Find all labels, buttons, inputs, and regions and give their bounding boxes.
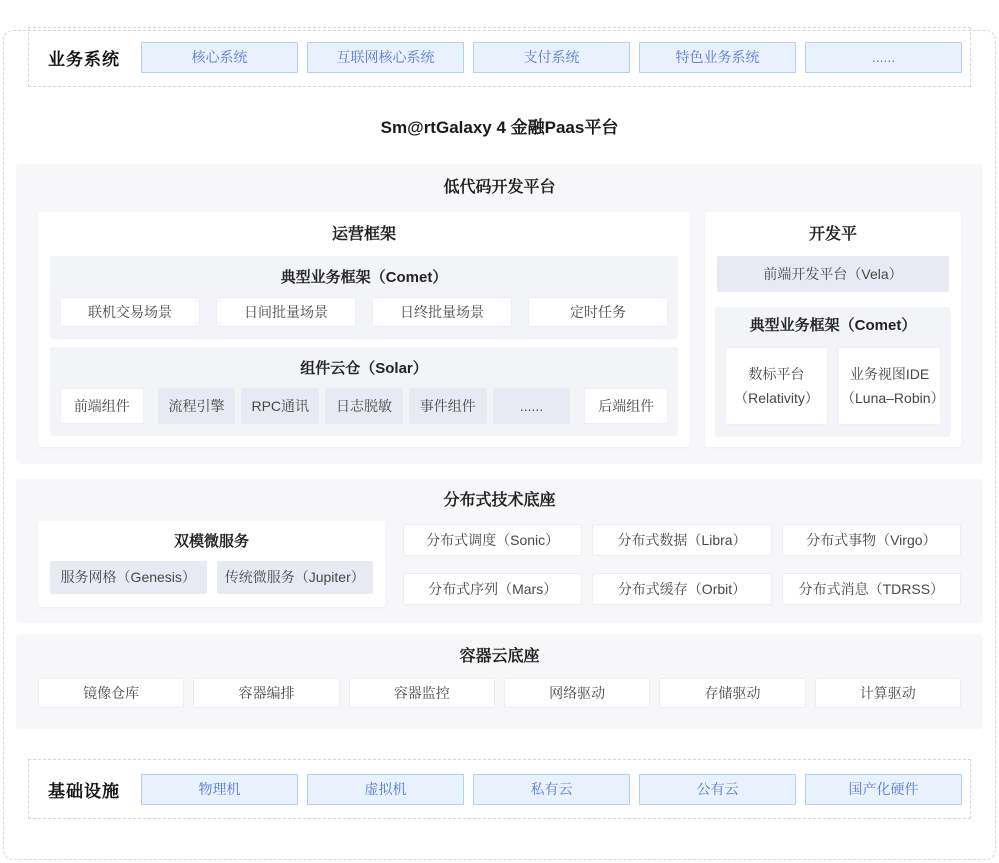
- comet-scene-row: [60, 297, 668, 327]
- comet-framework-box: [50, 256, 678, 339]
- infrastructure-label: 基础设施: [48, 781, 120, 801]
- solar-component-button[interactable]: ......: [493, 388, 571, 424]
- dev-tool-card-line: （Luna–Robin）: [841, 390, 945, 406]
- solar-frontend-button[interactable]: 前端组件: [60, 388, 144, 424]
- solar-backend-button[interactable]: 后端组件: [584, 388, 668, 424]
- infrastructure-button[interactable]: 私有云: [473, 774, 630, 805]
- infrastructure-buttons: [141, 774, 962, 805]
- distributed-service-button[interactable]: 分布式数据（Libra）: [592, 524, 771, 556]
- container-capability-button[interactable]: 容器监控: [349, 678, 495, 708]
- infrastructure-button[interactable]: 虚拟机: [307, 774, 464, 805]
- container-capability-button[interactable]: 存储驱动: [659, 678, 805, 708]
- infrastructure-button[interactable]: 公有云: [639, 774, 796, 805]
- business-system-button[interactable]: 核心系统: [141, 42, 298, 73]
- microservice-mode-button[interactable]: 传统微服务（Jupiter）: [217, 561, 374, 594]
- solar-component-button[interactable]: 日志脱敏: [325, 388, 403, 424]
- container-capability-button[interactable]: 计算驱动: [815, 678, 961, 708]
- distributed-service-button[interactable]: 分布式序列（Mars）: [403, 573, 582, 605]
- dev-tool-card-line: 数标平台: [748, 366, 805, 382]
- distributed-base-panel: [16, 479, 983, 623]
- distributed-service-button[interactable]: 分布式缓存（Orbit）: [592, 573, 771, 605]
- business-systems-section: [28, 27, 971, 87]
- container-capability-button[interactable]: 容器编排: [193, 678, 339, 708]
- solar-warehouse-title: 组件云仓（Solar）: [300, 360, 428, 377]
- vela-frontend-platform-button[interactable]: 前端开发平台（Vela）: [717, 256, 949, 292]
- infrastructure-button[interactable]: 物理机: [141, 774, 298, 805]
- container-cloud-panel: [16, 634, 983, 729]
- dev-tool-card[interactable]: [725, 347, 828, 425]
- distributed-service-button[interactable]: 分布式事物（Virgo）: [782, 524, 961, 556]
- business-system-button[interactable]: ......: [805, 42, 962, 73]
- container-cloud-title: 容器云底座: [459, 648, 540, 665]
- lowcode-body: [38, 212, 961, 447]
- comet-framework-title: 典型业务框架（Comet）: [280, 269, 448, 286]
- distributed-services-row-1: [403, 524, 961, 556]
- distributed-service-button[interactable]: 分布式消息（TDRSS）: [782, 573, 961, 605]
- business-system-button[interactable]: 互联网核心系统: [307, 42, 464, 73]
- distributed-body: [38, 521, 961, 607]
- container-capability-button[interactable]: 网络驱动: [504, 678, 650, 708]
- operation-framework-box: [38, 212, 690, 447]
- business-systems-buttons: [141, 42, 962, 73]
- business-system-button[interactable]: 特色业务系统: [639, 42, 796, 73]
- dev-tool-card[interactable]: [838, 347, 945, 425]
- comet-scene-button[interactable]: 联机交易场景: [60, 297, 200, 327]
- solar-component-button[interactable]: 事件组件: [409, 388, 487, 424]
- infrastructure-button[interactable]: 国产化硬件: [805, 774, 962, 805]
- platform-title: Sm@rtGalaxy 4 金融Paas平台: [380, 118, 619, 137]
- comet-scene-button[interactable]: 日间批量场景: [216, 297, 356, 327]
- solar-component-row: [60, 388, 668, 424]
- dev-comet-framework-box: [715, 307, 951, 437]
- dev-platform-title: 开发平: [808, 226, 857, 243]
- dev-comet-cards: [725, 347, 945, 425]
- dual-mode-title: 双模微服务: [173, 533, 249, 550]
- lowcode-platform-title: 低代码开发平台: [443, 179, 556, 196]
- dev-comet-framework-title: 典型业务框架（Comet）: [749, 317, 917, 334]
- distributed-service-button[interactable]: 分布式调度（Sonic）: [403, 524, 582, 556]
- microservice-mode-button[interactable]: 服务网格（Genesis）: [50, 561, 207, 594]
- solar-component-button[interactable]: RPC通讯: [241, 388, 319, 424]
- dev-tool-card-line: （Relativity）: [734, 390, 819, 406]
- distributed-base-title: 分布式技术底座: [443, 492, 556, 509]
- solar-warehouse-box: [50, 347, 678, 436]
- operation-framework-title: 运营框架: [331, 226, 396, 243]
- comet-scene-button[interactable]: 日终批量场景: [372, 297, 512, 327]
- business-systems-label: 业务系统: [48, 49, 120, 69]
- container-capability-button[interactable]: 镜像仓库: [38, 678, 184, 708]
- container-cloud-buttons: [38, 678, 961, 708]
- dual-mode-buttons: [50, 561, 373, 594]
- comet-scene-button[interactable]: 定时任务: [528, 297, 668, 327]
- distributed-services-row-2: [403, 573, 961, 605]
- business-system-button[interactable]: 支付系统: [473, 42, 630, 73]
- dev-platform-box: [705, 212, 961, 447]
- solar-component-button[interactable]: 流程引擎: [158, 388, 236, 424]
- lowcode-platform-panel: [16, 164, 983, 464]
- distributed-services-grid: [403, 521, 961, 607]
- dual-mode-microservice-box: [38, 521, 385, 607]
- infrastructure-section: [28, 759, 971, 819]
- dev-tool-card-line: 业务视图IDE: [849, 366, 930, 382]
